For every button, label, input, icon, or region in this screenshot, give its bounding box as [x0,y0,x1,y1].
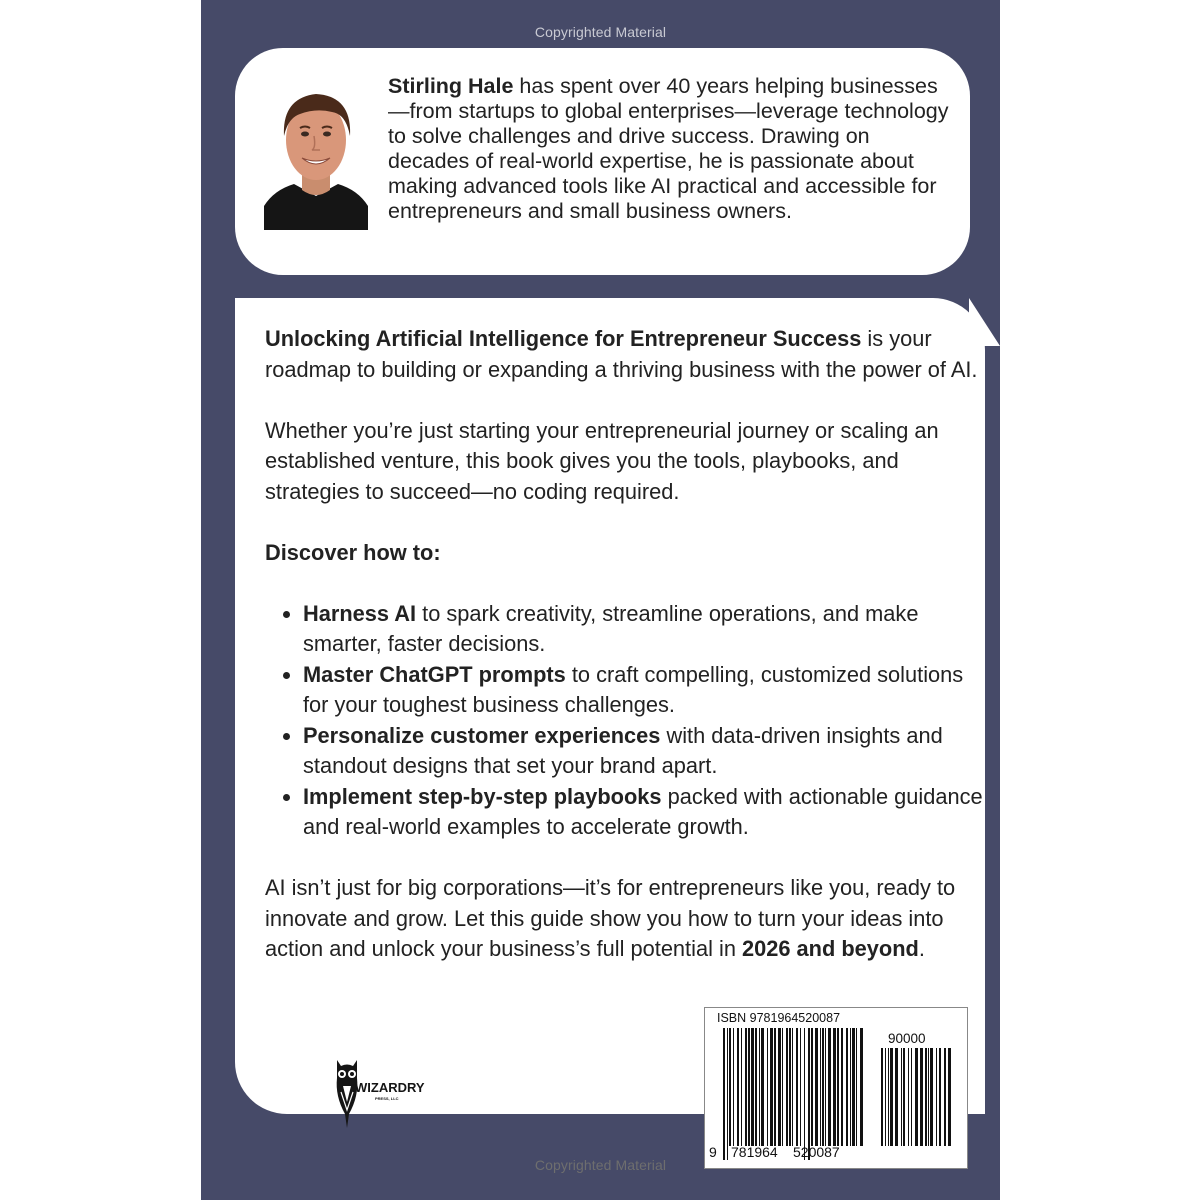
barcode-bar [920,1048,923,1146]
author-bio-text [388,74,953,224]
barcode-bar [808,1028,810,1160]
barcode-bar [782,1028,783,1146]
panel-corner-fold [969,298,1000,346]
closing-bold: 2026 and beyond [742,936,919,961]
isbn-label: ISBN 9781964520087 [717,1011,841,1025]
barcode-bar [822,1028,824,1146]
barcode-bar [796,1028,798,1146]
barcode-bar [890,1048,893,1146]
barcode-bar [881,1048,883,1146]
barcode-digit-first: 9 [709,1144,717,1160]
author-bio: has spent over 40 years helping businesses—from startups to global enterprises—leverage technology to solve challenges and drive success. Drawing on decades of real-world expertise, he is passionate about making advanced tools like AI practical and accessible for entrepreneurs and small business owners. [388,74,949,223]
description-panel [235,298,985,1114]
isbn-barcode [704,1007,968,1169]
publisher-logo [319,1056,439,1130]
journey-paragraph: Whether you’re just starting your entrepreneurial journey or scaling an established venture, this book gives you the tools, playbooks, and strategies to succeed—no coding required. [265,417,939,504]
barcode-bar [741,1028,742,1146]
barcode-bar [755,1028,757,1146]
barcode-bar [778,1028,781,1146]
list-item: • Master ChatGPT prompts to craft compelling, customized solutions for your toughest business challenges. [303,660,985,721]
barcode-bar [908,1048,909,1146]
barcode-bar [800,1028,801,1146]
barcode-bar [723,1028,725,1160]
barcode-bar [761,1028,764,1146]
barcode-digits-right: 520087 [793,1144,840,1160]
barcode-bar [828,1028,831,1146]
barcode-bar [825,1028,826,1146]
barcode-bar [930,1048,933,1146]
barcode-bar [901,1048,902,1146]
list-item: • Personalize customer experiences with data-driven insights and standout designs that set your brand apart. [303,721,985,782]
barcode-bar [895,1048,898,1146]
barcode-bar [833,1028,836,1146]
barcode-bar [737,1028,739,1146]
author-name: Stirling Hale [388,74,514,98]
benefits-list [265,599,985,843]
barcode-bar [759,1028,760,1146]
barcode-bar [745,1028,747,1146]
barcode-bar [804,1028,805,1160]
barcode-bar [856,1028,857,1146]
price-code: 90000 [888,1031,926,1046]
barcode-bar [789,1028,791,1146]
barcode-bar [774,1028,776,1146]
barcode-bar [837,1028,839,1146]
barcode-bar [888,1048,889,1146]
barcode-bar [860,1028,863,1146]
barcode-bar [727,1028,728,1160]
barcode-bar [925,1048,927,1146]
barcode-bar [770,1028,773,1146]
barcode-bar [944,1048,946,1146]
barcode-bar [815,1028,818,1146]
barcode-bar [792,1028,793,1146]
barcode-bar [846,1028,848,1146]
barcode-bar [852,1028,855,1146]
barcode-bar [786,1028,788,1146]
barcode-digits-left: 781964 [731,1144,778,1160]
barcode-bar [948,1048,951,1146]
barcode-bar [915,1048,918,1146]
barcode-bar [820,1028,821,1146]
barcode-bar [850,1028,851,1146]
book-title-inline: Unlocking Artificial Intelligence for Entrepreneur Success [265,326,862,351]
barcode-bar [928,1048,929,1146]
copyright-watermark-top: Copyrighted Material [534,24,667,40]
description-text [265,324,985,995]
barcode-bar [936,1048,937,1146]
publisher-name: WIZARDRY [355,1080,425,1095]
barcode-bar [903,1048,905,1146]
addon-barcode-bars [881,1048,953,1160]
discover-heading: Discover how to: [265,539,441,565]
list-item: • Implement step-by-step playbooks packed with actionable guidance and real-world examples to accelerate growth. [303,782,985,843]
author-bio-panel [235,48,970,275]
barcode-bar [811,1028,813,1146]
closing-paragraph: AI isn’t just for big corporations—it’s for entrepreneurs like you, ready to innovate and grow. Let this guide show you how to turn your ideas into action and unlock your business’s full potential in 2026 and beyond. [265,875,956,961]
barcode-bar [748,1028,750,1146]
intro-rest: is your roadmap to building or expanding a thriving business with the power of AI. [265,326,978,382]
barcode-bars [723,1028,863,1160]
copyright-watermark-bottom: Copyrighted Material [534,1157,667,1173]
barcode-bar [729,1028,731,1146]
barcode-bar [939,1048,941,1146]
barcode-bar [751,1028,754,1146]
author-photo [264,78,368,230]
barcode-bar [767,1028,768,1146]
barcode-bar [911,1048,912,1146]
barcode-bar [841,1028,843,1146]
list-item: • Harness AI to spark creativity, streamline operations, and make smarter, faster decisions. [303,599,985,660]
intro-paragraph [265,324,985,385]
barcode-bar [885,1048,886,1146]
publisher-sub: PRESS, LLC [375,1096,399,1101]
barcode-bar [733,1028,734,1146]
